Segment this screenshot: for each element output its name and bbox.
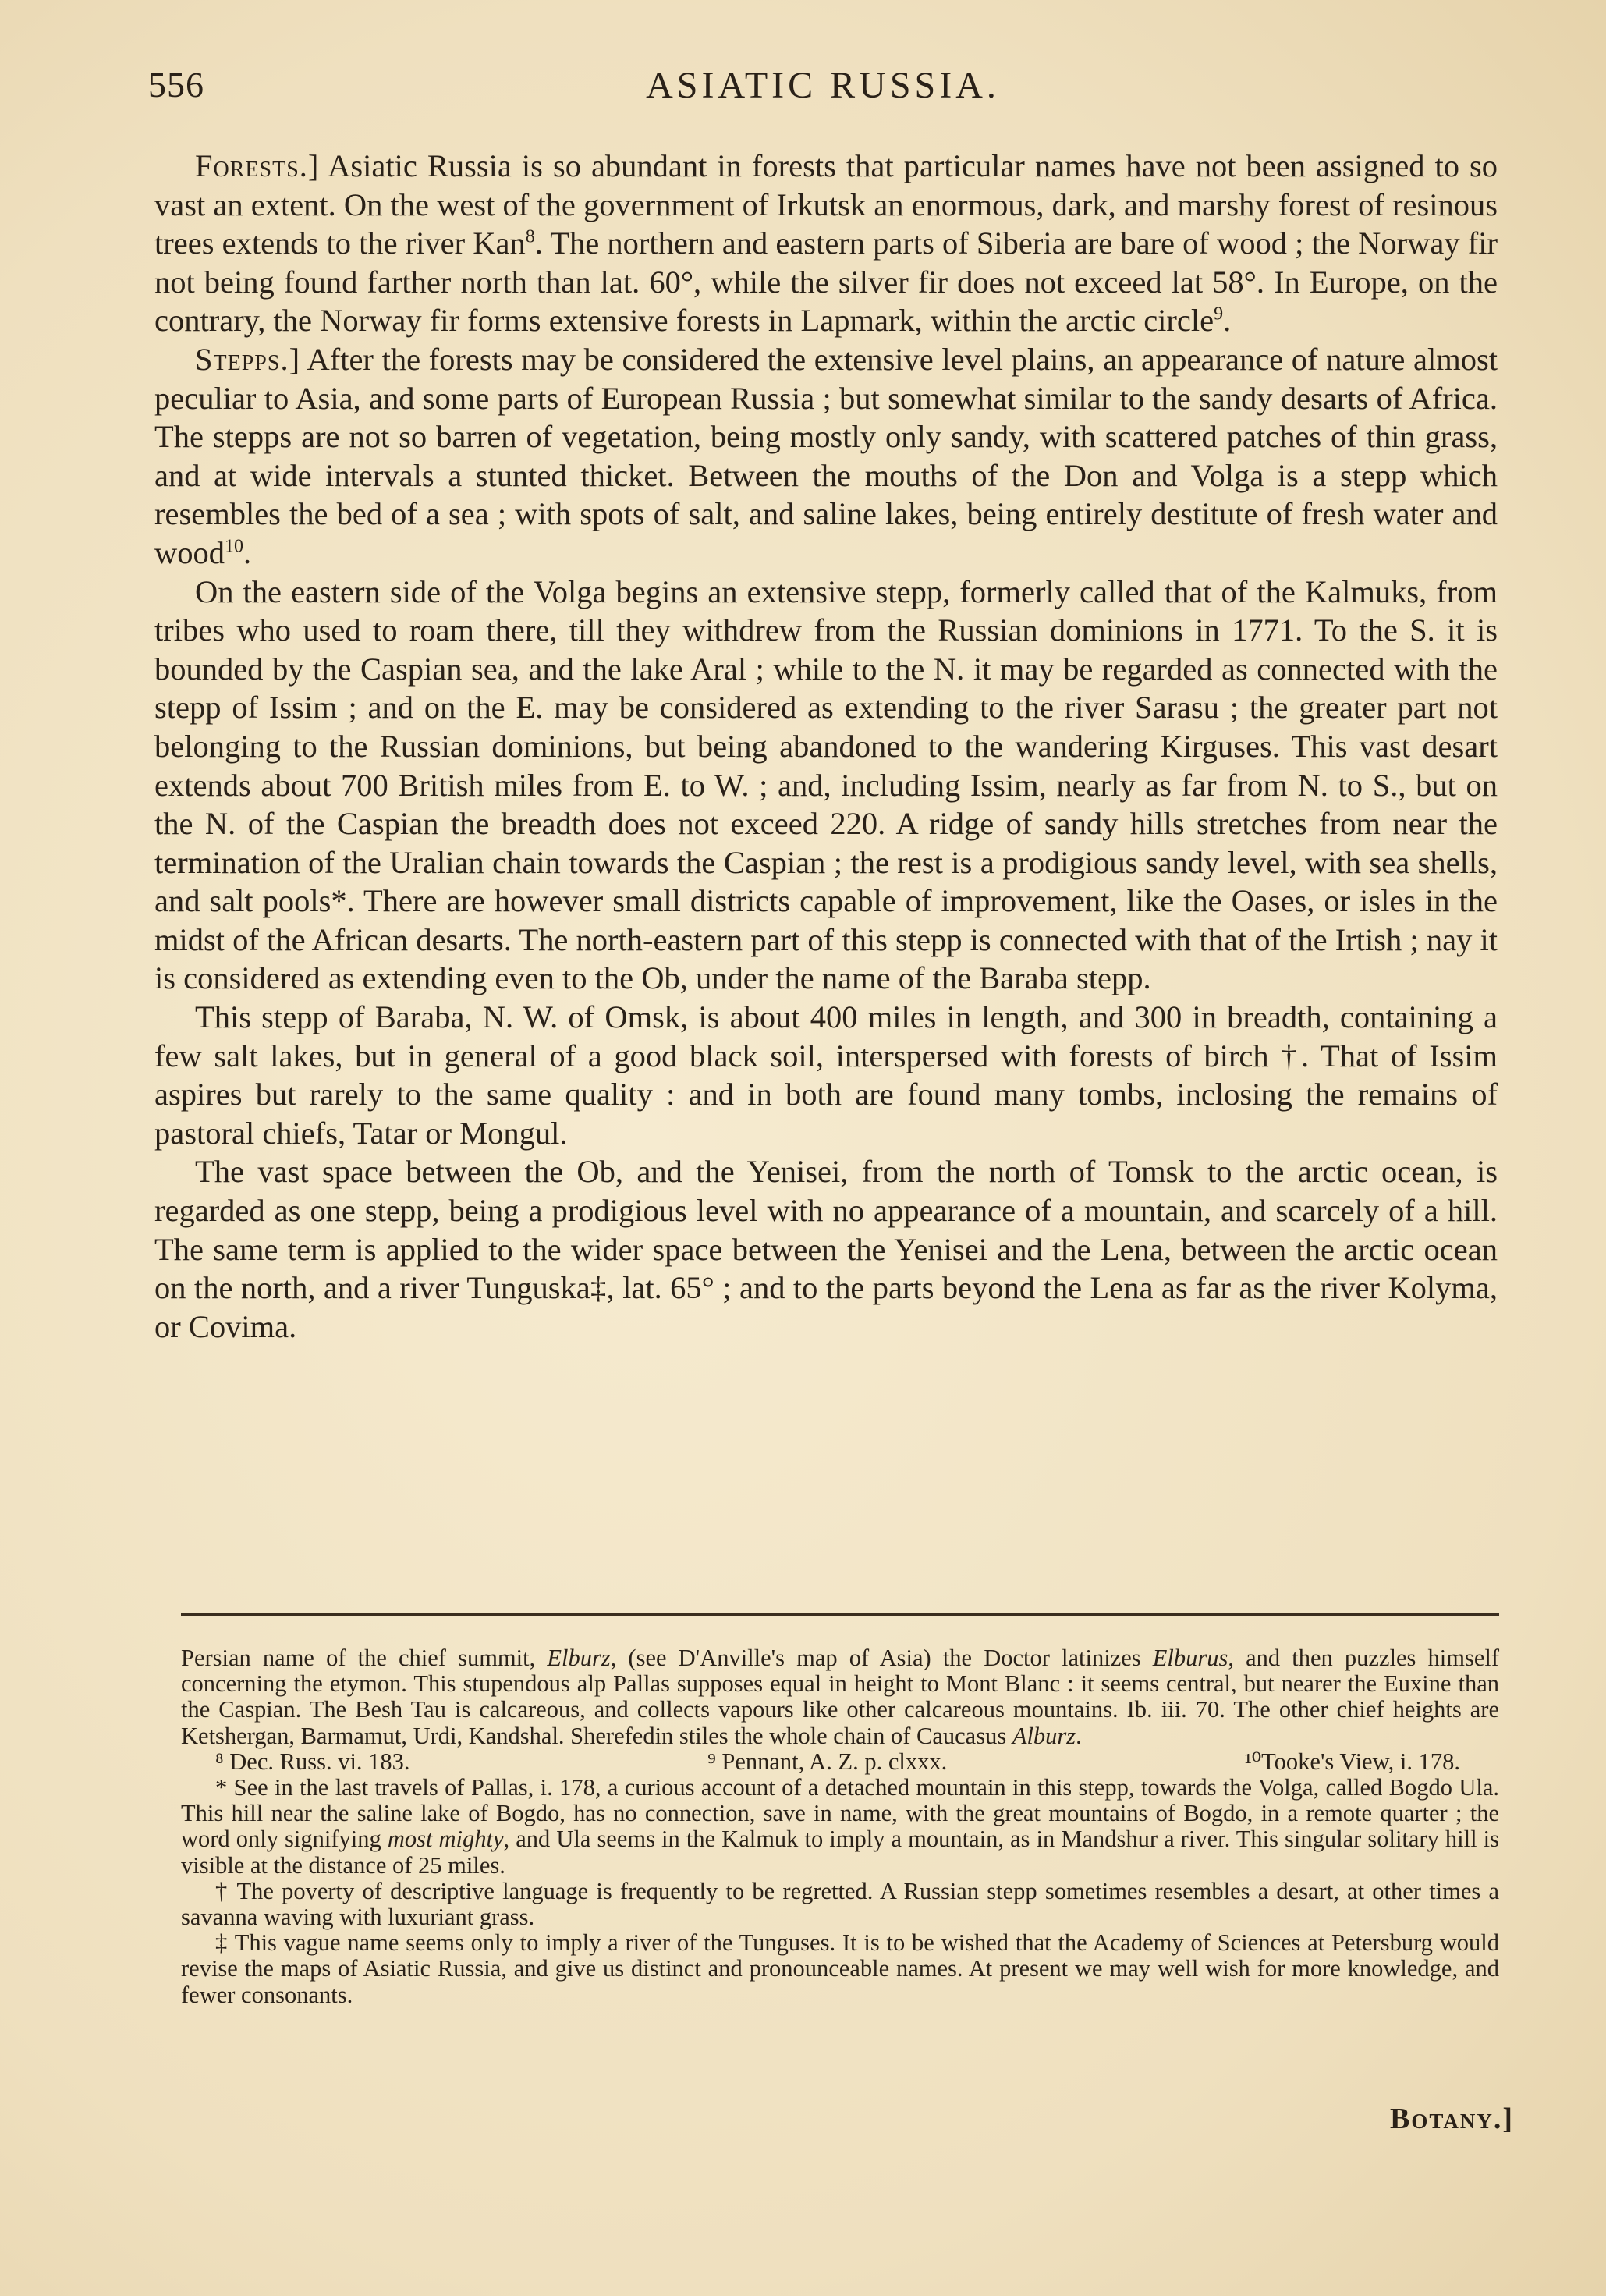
section-lead-forests: Forests.]: [195, 148, 320, 183]
footnote-ref: 9: [1214, 303, 1224, 325]
paragraph: This stepp of Baraba, N. W. of Omsk, is about 400 miles in length, and 300 in breadth, containing a few salt lakes, but in general of a good black soil, interspersed with forests of birch †. That of Issim aspires but rarely to the same quality : and in both are found many tombs, inclosing the remains of pastoral chiefs, Tatar or Mongul.: [154, 999, 1498, 1151]
page-number: 556: [148, 65, 204, 105]
footnote-double-dagger: ‡ This vague name seems only to imply a river of the Tunguses. It is to be wished that the Academy of Sciences at Petersburg would revise the maps of Asiatic Russia, and give us distinct and pronounceable names. At present we may well wish for more knowledge, and fewer consonants.: [181, 1929, 1499, 2008]
main-text: [154, 147, 1498, 1346]
footnote-continued: Persian name of the chief summit, Elburz, (see D'Anville's map of Asia) the Doctor latinizes Elburus, and then puzzles himself concerning the etymon. This stupendous alp Pallas supposes equal in height to Mont Blanc : it seems central, but nearer the Euxine than the Caspian. The Besh Tau is calcareous, and collects vapours like other calcareous mountains. Ib. iii. 70. The other chief heights are Ketshergan, Barmamut, Urdi, Kandshal. Sherefedin stiles the whole chain of Caucasus Alburz.: [181, 1645, 1499, 1749]
paragraph: The vast space between the Ob, and the Yenisei, from the north of Tomsk to the arctic ocean, is regarded as one stepp, being a prodigious level with no appearance of a mountain, and scarcely of a hill. The same term is applied to the wider space between the Yenisei and the Lena, between the arctic ocean on the north, and a river Tunguska‡, lat. 65° ; and to the parts beyond the Lena as far as the river Kolyma, or Covima.: [154, 1154, 1498, 1344]
paragraph: On the eastern side of the Volga begins an extensive stepp, formerly called that of the Kalmuks, from tribes who used to roam there, till they withdrew from the Russian dominions in 1771. To the S. it is bounded by the Caspian sea, and the lake Aral ; while to the N. it may be regarded as connected with the stepp of Issim ; and on the E. may be considered as extending to the river Sarasu ; the greater part not belonging to the Russian dominions, but being abandoned to the wandering Kirguses. This vast desart extends about 700 British miles from E. to W. ; and, including Issim, nearly as far from N. to S., but on the N. of the Caspian the breadth does not exceed 220. A ridge of sandy hills stretches from near the termination of the Uralian chain towards the Caspian ; the rest is a prodigious sandy level, with sea shells, and salt pools*. There are however small districts capable of improvement, like the Oases, or isles in the midst of the African desarts. The north-eastern part of this stepp is connected with that of the Irtish ; nay it is considered as extending even to the Ob, under the name of the Baraba stepp.: [154, 573, 1498, 996]
paragraph-stepps: Stepps.] After the forests may be considered the extensive level plains, an appearance of nature almost peculiar to Asia, and some parts of European Russia ; but somewhat similar to the sandy desarts of Africa. The stepps are not so barren of vegetation, being mostly only sandy, with scattered patches of thin grass, and at wide intervals a stunted thicket. Between the mouths of the Don and Volga is a stepp which resembles the bed of a sea ; with spots of salt, and saline lakes, being entirely destitute of fresh water and wood$^{10}$.: [154, 341, 1498, 570]
footnote-dagger: † The poverty of descriptive language is frequently to be regretted. A Russian stepp sometimes resembles a desart, at other times a savanna waving with luxuriant grass.: [181, 1877, 1499, 1931]
catchword: Botany.]: [1389, 2103, 1514, 2135]
footnotes: [181, 1645, 1499, 2008]
footnote-8: ⁸ Dec. Russ. vi. 183.: [215, 1748, 410, 1775]
footnote-refs: [181, 1749, 1499, 1775]
footnote-9: ⁹ Pennant, A. Z. p. clxxx.: [707, 1748, 948, 1775]
footnote-ref: 10: [225, 536, 243, 557]
section-lead-stepps: Stepps.]: [195, 341, 301, 377]
footnote-star: * See in the last travels of Pallas, i. 178, a curious account of a detached mountain in this stepp, towards the Volga, called Bogdo Ula. This hill near the saline lake of Bogdo, has no connection, save in name, with the great mountains of Bogdo, in a remote quarter ; the word only signifying most mighty, and Ula seems in the Kalmuk to imply a mountain, as in Mandshur a river. This singular solitary hill is visible at the distance of 25 miles.: [181, 1774, 1499, 1879]
paragraph-forests: Forests.] Asiatic Russia is so abundant in forests that particular names have not been assigned to so vast an extent. On the west of the government of Irkutsk an enormous, dark, and marshy forest of resinous trees extends to the river Kan$^8$. The northern and eastern parts of Siberia are bare of wood ; the Norway fir not being found farther north than lat. 60°, while the silver fir does not exceed lat 58°. In Europe, on the contrary, the Norway fir forms extensive forests in Lapmark, within the arctic circle$^9$.: [154, 148, 1498, 339]
footnote-ref: 8: [525, 226, 535, 247]
footnote-divider: [181, 1613, 1499, 1616]
footnote-10: ¹⁰Tooke's View, i. 178.: [1244, 1748, 1460, 1775]
running-head: ASIATIC RUSSIA.: [646, 65, 1000, 106]
page-header: [148, 64, 1498, 119]
